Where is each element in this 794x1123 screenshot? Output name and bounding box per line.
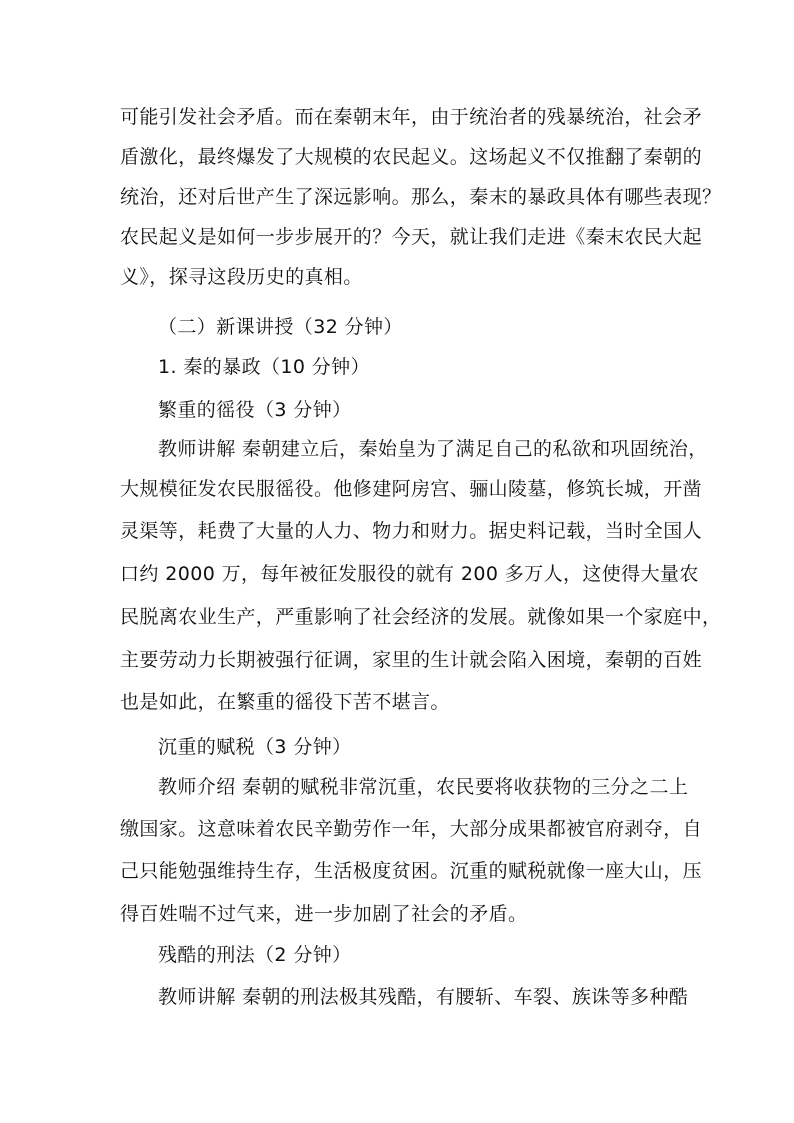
paragraph-line: 缴国家。这意味着农民辛勤劳作一年，大部分成果都被官府剥夺，自 (120, 818, 703, 840)
topic-heading: 残酷的刑法（2 分钟） (158, 944, 352, 966)
topic-heading: 沉重的赋税（3 分钟） (158, 736, 352, 758)
paragraph-line: 己只能勉强维持生存，生活极度贫困。沉重的赋税就像一座大山，压 (120, 860, 703, 882)
paragraph-line: 农民起义是如何一步步展开的？今天，就让我们走进《秦末农民大起 (120, 226, 703, 248)
paragraph-line: 得百姓喘不过气来，进一步加剧了社会的矛盾。 (120, 903, 528, 925)
paragraph-line: 统治，还对后世产生了深远影响。那么，秦末的暴政具体有哪些表现？ (120, 186, 722, 208)
paragraph-line: 教师介绍 秦朝的赋税非常沉重，农民要将收获物的三分之二上 (158, 776, 689, 798)
topic-heading: 繁重的徭役（3 分钟） (158, 399, 352, 421)
subsection-heading: 1. 秦的暴政（10 分钟） (158, 356, 370, 378)
paragraph-line: 灵渠等，耗费了大量的人力、物力和财力。据史料记载，当时全国人 (120, 520, 703, 542)
paragraph-line: 义》，探寻这段历史的真相。 (120, 266, 363, 288)
paragraph-line: 民脱离农业生产，严重影响了社会经济的发展。就像如果一个家庭中， (120, 606, 722, 628)
paragraph-line: 可能引发社会矛盾。而在秦朝末年，由于统治者的残暴统治，社会矛 (120, 106, 703, 128)
paragraph-line: 盾激化，最终爆发了大规模的农民起义。这场起义不仅推翻了秦朝的 (120, 146, 703, 168)
paragraph-line: 大规模征发农民服徭役。他修建阿房宫、骊山陵墓，修筑长城，开凿 (120, 478, 703, 500)
section-heading: （二）新课讲授（32 分钟） (158, 316, 403, 338)
paragraph-line: 教师讲解 秦朝建立后，秦始皇为了满足自己的私欲和巩固统治， (158, 438, 708, 460)
paragraph-line: 主要劳动力长期被强行征调，家里的生计就会陷入困境，秦朝的百姓 (120, 649, 703, 671)
paragraph-line: 教师讲解 秦朝的刑法极其残酷，有腰斩、车裂、族诛等多种酷 (158, 986, 689, 1008)
paragraph-line: 也是如此，在繁重的徭役下苦不堪言。 (120, 691, 450, 713)
paragraph-line: 口约 2000 万，每年被征发服役的就有 200 多万人，这使得大量农 (120, 563, 699, 585)
